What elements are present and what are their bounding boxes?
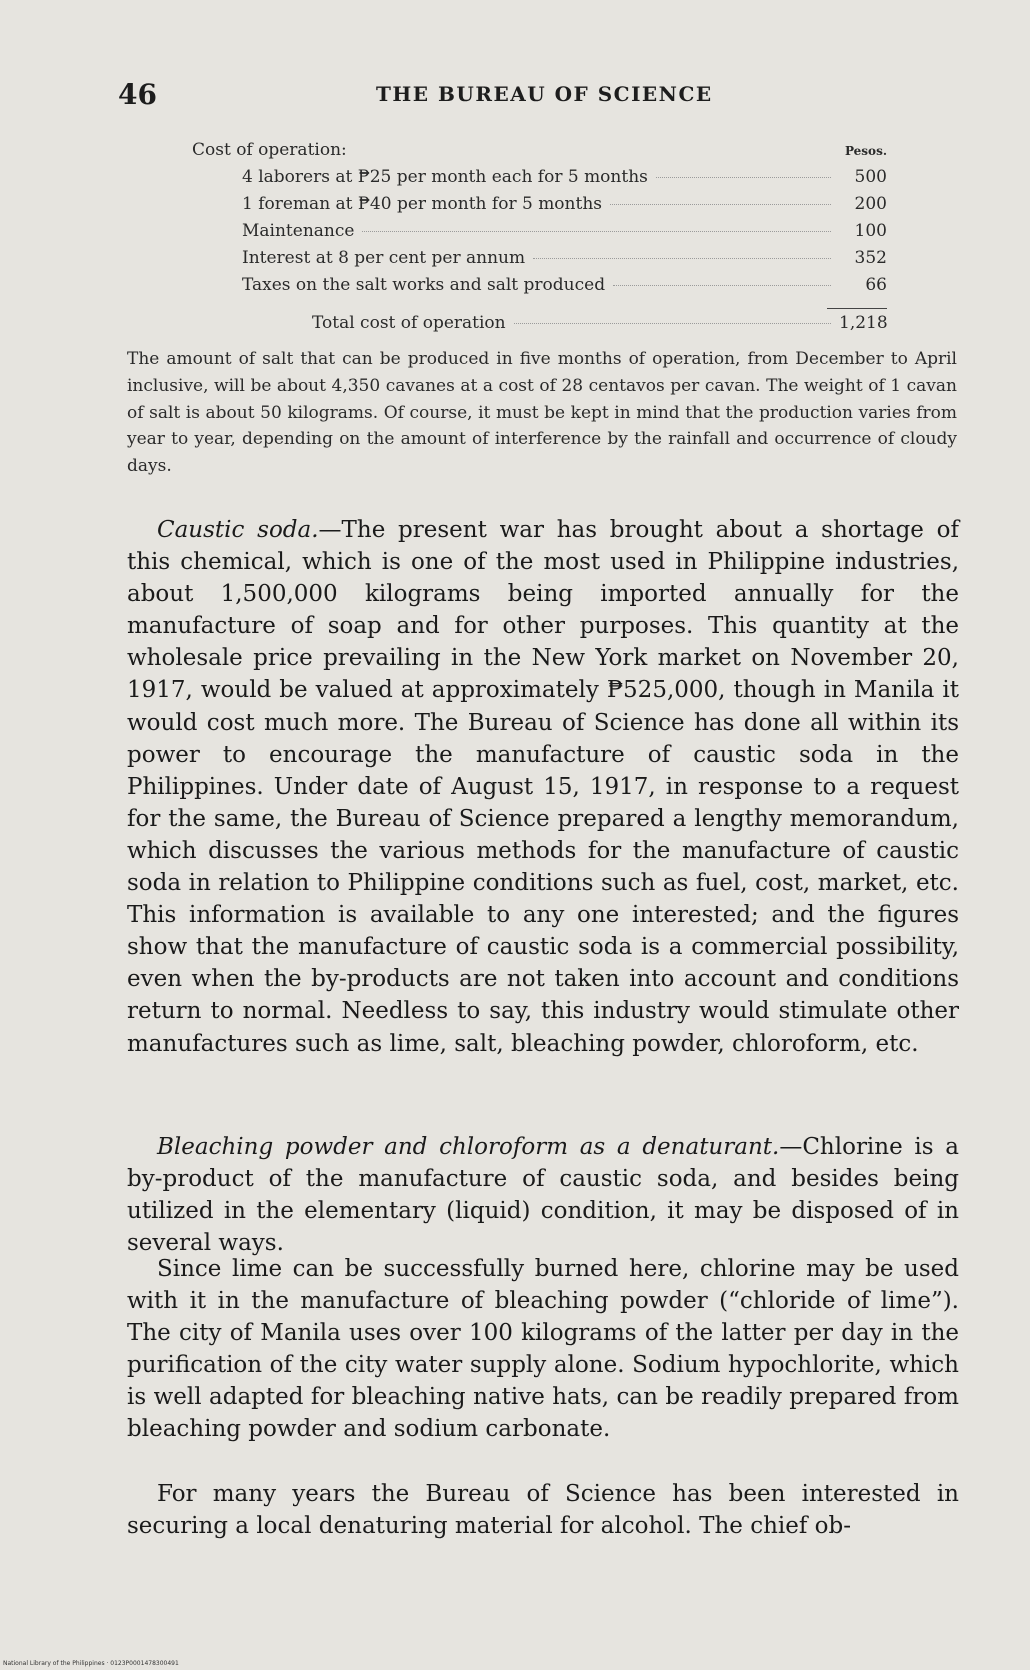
cost-row-label: 4 laborers at ₱25 per month each for 5 months <box>242 167 648 187</box>
cost-row-label: 1 foreman at ₱40 per month for 5 months <box>242 194 602 214</box>
denaturing-paragraph: For many years the Bureau of Science has been interested in securing a local denaturing material for alcohol. The chief ob- <box>127 1481 959 1540</box>
cost-table-heading: Cost of operation: <box>192 140 347 160</box>
cost-total-row <box>192 313 887 340</box>
cost-total-label: Total cost of operation <box>312 313 506 333</box>
bleaching-paragraph <box>127 1131 959 1259</box>
caustic-soda-paragraph <box>127 514 959 1060</box>
bleaching-heading: Bleaching powder and chloroform as a denaturant. <box>157 1134 780 1160</box>
cost-row-value: 352 <box>854 248 887 268</box>
cost-row-value: 66 <box>865 275 887 295</box>
cost-row-value: 100 <box>854 221 887 241</box>
cost-row <box>192 248 887 275</box>
cost-total-value: 1,218 <box>839 313 888 333</box>
caustic-soda-text: —The present war has brought about a shortage of this chemical, which is one of the most used in Philippine industries, about 1,500,000 kilograms being imported annually for the manufacture of soap and for other purposes. This quantity at the wholesale price prevailing in the New York market on November 20, 1917, would be valued at approximately ₱525,000, though in Manila it would cost much more. The Bureau of Science has done all within its power to encourage the manufacture of caustic soda in the Philippines. Under date of August 15, 1917, in response to a request for the same, the Bureau of Science prepared a lengthy memorandum, which discusses the various methods for the manufacture of caustic soda in relation to Philippine conditions such as fuel, cost, market, etc. This information is available to any one interested; and the figures show that the manufacture of caustic soda is a commercial possibility, even when the by-products are not taken into account and conditions return to normal. Needless to say, this industry would stimulate other manufactures such as lime, salt, bleaching powder, chloroform, etc. <box>127 517 959 1057</box>
leader-dots <box>514 323 831 324</box>
cost-row-value: 500 <box>854 167 887 187</box>
salt-paragraph: The amount of salt that can be produced in five months of operation, from December to April inclusive, will be about 4,350 cavanes at a cost of 28 centavos per cavan. The weight of 1 cavan of salt is about 50 kilograms. Of course, it must be kept in mind that the production varies from year to year, depending on the amount of interference by the rainfall and occurrence of cloudy days. <box>127 349 957 477</box>
bleaching-text: —Chlorine is a by-product of the manufacture of caustic soda, and besides being utilized in the elementary (liquid) condition, it may be disposed of in several ways. <box>127 1134 959 1257</box>
cost-row-label: Maintenance <box>242 221 355 241</box>
cost-table-heading-row <box>192 140 887 167</box>
leader-dots <box>613 285 831 286</box>
cost-row <box>192 167 887 194</box>
scan-footer: National Library of the Philippines · 0123P0001478300491 <box>3 1660 179 1667</box>
cost-row <box>192 275 887 302</box>
leader-dots <box>362 231 831 232</box>
cost-row-label: Interest at 8 per cent per annum <box>242 248 526 268</box>
lime-paragraph: Since lime can be successfully burned here, chlorine may be used with it in the manufacture of bleaching powder (“chloride of lime”). The city of Manila uses over 100 kilograms of the latter per day in the purification of the city water supply alone. Sodium hypochlorite, which is well adapted for bleaching native hats, can be readily prepared from bleaching powder and sodium carbonate. <box>127 1256 959 1443</box>
caustic-soda-heading: Caustic soda. <box>157 517 319 543</box>
cost-row <box>192 221 887 248</box>
cost-row-value: 200 <box>854 194 887 214</box>
cost-table <box>192 140 887 340</box>
leader-dots <box>610 204 831 205</box>
page-number: 46 <box>118 78 157 111</box>
leader-dots <box>656 177 831 178</box>
page-header <box>118 78 958 114</box>
leader-dots <box>533 258 831 259</box>
cost-row-label: Taxes on the salt works and salt produced <box>242 275 606 295</box>
total-rule <box>827 308 887 309</box>
cost-table-unit: Pesos. <box>844 144 887 158</box>
cost-row <box>192 194 887 221</box>
running-title: THE BUREAU OF SCIENCE <box>376 82 713 106</box>
